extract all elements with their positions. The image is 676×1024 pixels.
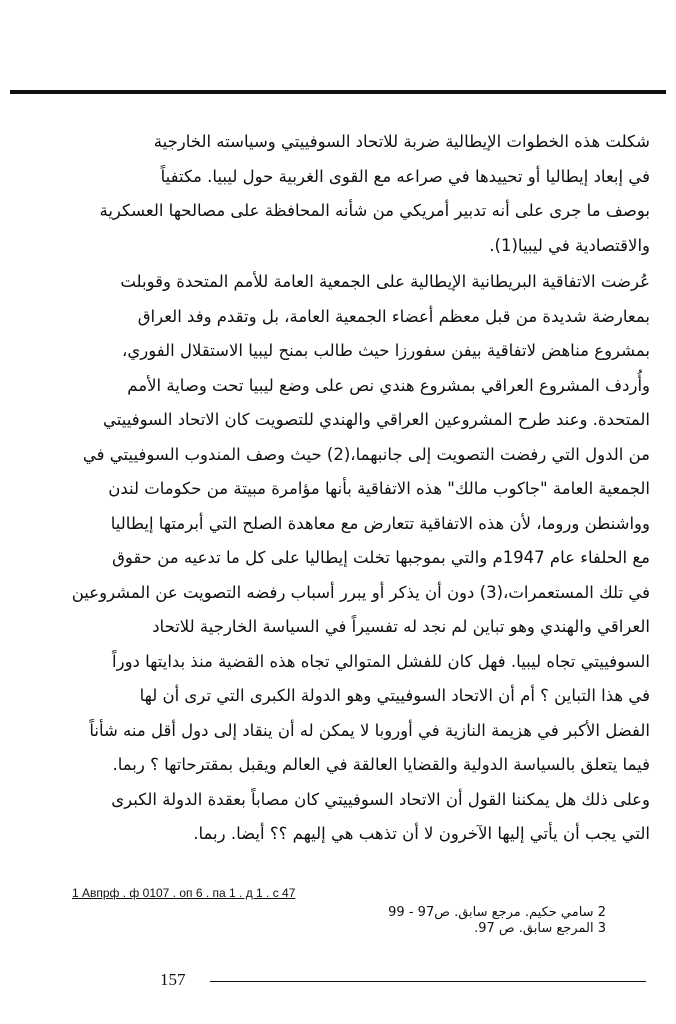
text-line: فيما يتعلق بالسياسة الدولية والقضايا العالقة في العالم ويقبل بمقترحاتها ؟ ربما. [112,755,650,774]
footnote-3: 3 المرجع سابق. ص 97. [474,921,606,936]
text-line: في إبعاد إيطاليا أو تحييدها في صراعه مع القوى الغربية حول ليبيا. مكتفياً [160,166,650,186]
text-line: من الدول التي رفضت التصويت إلى جانبهما،(2) حيث وصف المندوب السوفييتي في [82,444,650,464]
text-line: التي يجب أن يأتي إليها الآخرون لا أن تذهب هي إليهم ؟؟ أيضا. ربما. [193,824,650,843]
text-line: الفضل الأكبر في هزيمة النازية في أوروبا لا يمكن له أن ينقاد إلى دول أقل منه شأناً [89,720,650,740]
text-line: وأُردف المشروع العراقي بمشروع هندي نص على وضع ليبيا تحت وصاية الأمم [127,375,650,395]
text-line: والاقتصادية في ليبيا(1). [489,235,650,255]
text-line: العراقي والهندي وهو تباين لم نجد له تفسيراً في السياسة الخارجية للاتحاد [152,617,650,636]
footnote-reference-1: 1 Авпрф . ф 0107 . оп 6 . па 1 . д 1 . с 47 [72,886,296,900]
text-line: الجمعية العامة "جاكوب مالك" هذه الاتفاقية بأنها مؤامرة مبيتة من حكومات لندن [108,479,650,498]
footnotes [388,905,606,937]
text-line: بمشروع مناهض لاتفاقية بيفن سفورزا حيث طالب بمنح ليبيا الاستقلال الفوري، [122,341,650,360]
text-line: في تلك المستعمرات،(3) دون أن يذكر أو يبرر أسباب رفضه التصويت عن المشروعين [71,582,650,602]
text-line: مع الحلفاء عام 1947م والتي بموجبها تخلت إيطاليا على كل ما تدعيه من حقوق [112,548,650,567]
footnote-2: 2 سامي حكيم. مرجع سابق. ص97 - 99 [388,905,606,920]
text-line: السوفييتي تجاه ليبيا. فهل كان للفشل المتوالي تجاه هذه القضية منذ بدايتها دوراً [112,651,650,671]
text-line: المتحدة. وعند طرح المشروعين العراقي والهندي للتصويت كان الاتحاد السوفييتي [103,410,650,429]
text-line: وعلى ذلك هل يمكننا القول أن الاتحاد السوفييتي كان مصاباً بعقدة الدولة الكبرى [111,789,650,809]
text-line: بوصف ما جرى على أنه تدبير أمريكي من شأنه المحافظة على مصالحها العسكرية [99,201,650,220]
text-line: وواشنطن وروما، لأن هذه الاتفاقية تتعارض مع معاهدة الصلح التي أبرمتها إيطاليا [110,513,650,533]
text-line: في هذا التباين ؟ أم أن الاتحاد السوفييتي وهو الدولة الكبرى التي ترى أن لها [139,686,650,705]
text-line: شكلت هذه الخطوات الإيطالية ضربة للاتحاد السوفييتي وسياسته الخارجية [153,132,650,151]
page-number: 157 [160,970,186,989]
header-rule [10,90,666,94]
text-line: عُرضت الاتفاقية البريطانية الإيطالية على الجمعية العامة للأمم المتحدة وقوبلت [120,272,650,291]
footer-rule [210,981,646,982]
text-line: بمعارضة شديدة من قبل معظم أعضاء الجمعية العامة، بل وتقدم وفد العراق [137,306,650,326]
paragraph-1 [20,125,650,263]
paragraph-2 [20,265,650,852]
